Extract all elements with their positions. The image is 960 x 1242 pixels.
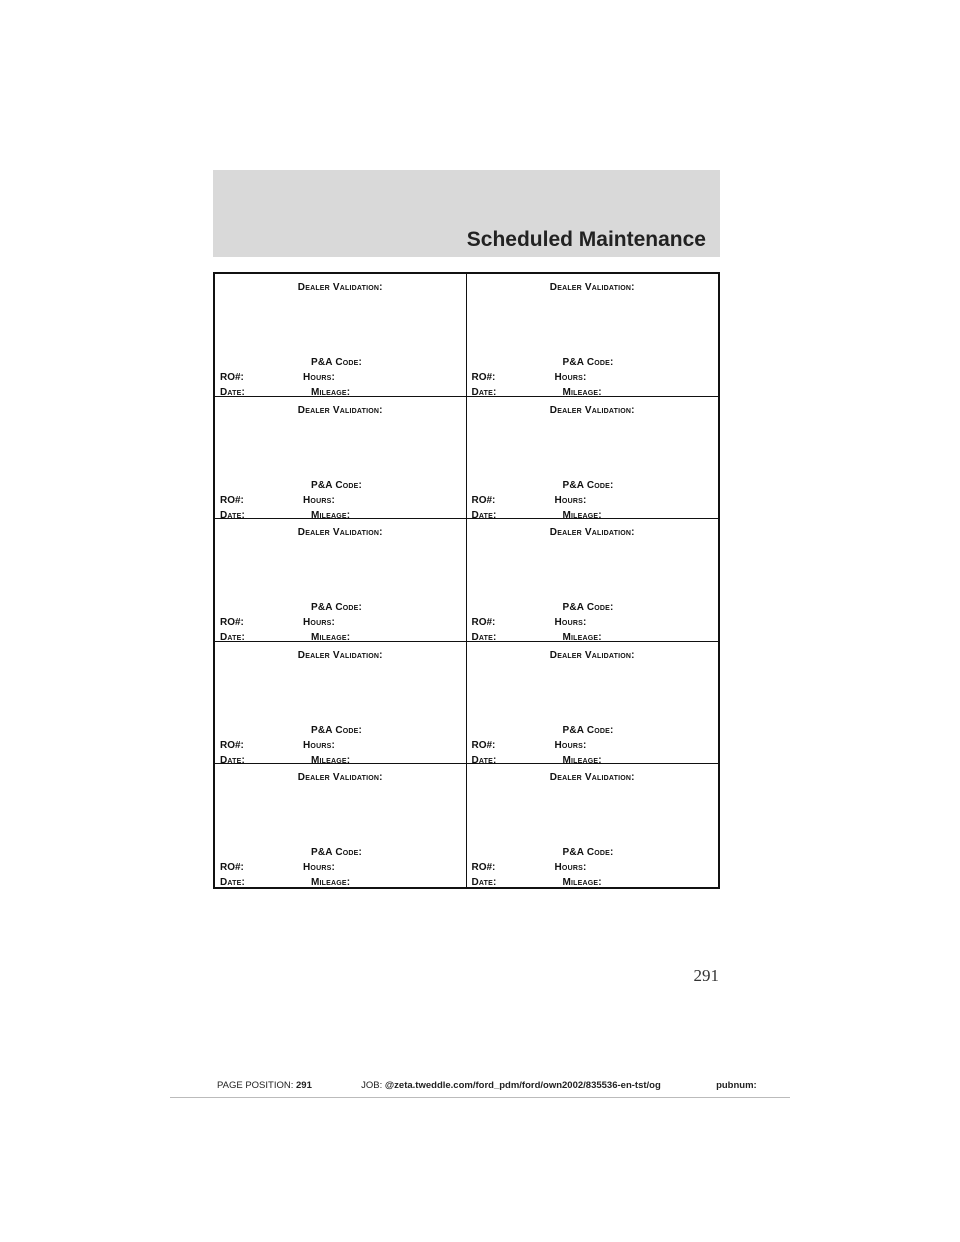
mileage-label: Mileage: xyxy=(562,509,602,521)
validation-cell xyxy=(215,274,467,397)
validation-cell xyxy=(467,642,719,765)
dealer-validation-label: Dealer Validation: xyxy=(297,527,383,539)
pa-code-label: P&A Code: xyxy=(311,602,363,614)
validation-cell xyxy=(467,274,719,397)
mileage-label: Mileage: xyxy=(562,632,602,644)
dealer-validation-label: Dealer Validation: xyxy=(549,527,635,539)
validation-cell xyxy=(467,397,719,520)
dealer-validation-label: Dealer Validation: xyxy=(549,649,635,661)
job-label: JOB: xyxy=(361,1080,383,1091)
date-label: Date: xyxy=(220,754,246,766)
hours-label: Hours: xyxy=(303,862,335,874)
date-label: Date: xyxy=(220,632,246,644)
dealer-validation-label: Dealer Validation: xyxy=(549,772,635,784)
pa-code-label: P&A Code: xyxy=(311,357,363,368)
date-label: Date: xyxy=(220,509,246,521)
date-label: Date: xyxy=(471,509,497,521)
pa-code-label: P&A Code: xyxy=(311,847,363,859)
dealer-validation-label: Dealer Validation: xyxy=(297,404,383,416)
pa-code-label: P&A Code: xyxy=(562,724,614,736)
dealer-validation-label: Dealer Validation: xyxy=(297,649,383,661)
ro-label: RO#: xyxy=(220,739,244,751)
mileage-label: Mileage: xyxy=(562,754,602,766)
date-label: Date: xyxy=(471,632,497,644)
ro-label: RO#: xyxy=(220,494,244,506)
ro-label: RO#: xyxy=(471,494,496,506)
pa-code-label: P&A Code: xyxy=(562,602,614,614)
page-position-value: 291 xyxy=(296,1080,312,1091)
ro-label: RO#: xyxy=(471,372,496,383)
dealer-validation-label: Dealer Validation: xyxy=(297,282,383,293)
ro-label: RO#: xyxy=(471,617,496,629)
ro-label: RO#: xyxy=(220,372,244,383)
validation-cell xyxy=(467,519,719,642)
page-number: 291 xyxy=(693,966,719,985)
date-label: Date: xyxy=(220,387,246,398)
hours-label: Hours: xyxy=(303,494,335,506)
section-header-band xyxy=(213,170,720,257)
pa-code-label: P&A Code: xyxy=(562,479,614,491)
mileage-label: Mileage: xyxy=(562,877,602,889)
date-label: Date: xyxy=(471,754,497,766)
dealer-validation-label: Dealer Validation: xyxy=(549,282,635,293)
print-footer xyxy=(217,1080,757,1091)
mileage-label: Mileage: xyxy=(562,387,602,398)
ro-label: RO#: xyxy=(471,739,496,751)
pa-code-label: P&A Code: xyxy=(311,479,363,491)
hours-label: Hours: xyxy=(303,617,335,629)
ro-label: RO#: xyxy=(471,862,496,874)
date-label: Date: xyxy=(471,387,497,398)
pa-code-label: P&A Code: xyxy=(562,357,614,368)
mileage-label: Mileage: xyxy=(311,509,351,521)
mileage-label: Mileage: xyxy=(311,754,351,766)
section-title: Scheduled Maintenance xyxy=(466,228,706,251)
page-position-label: PAGE POSITION: xyxy=(217,1080,294,1091)
job-value: @zeta.tweddle.com/ford_pdm/ford/own2002/835536-en-tst/og xyxy=(384,1080,661,1091)
hours-label: Hours: xyxy=(303,739,335,751)
footer-divider xyxy=(170,1097,790,1098)
dealer-validation-form xyxy=(213,272,720,889)
hours-label: Hours: xyxy=(554,494,587,506)
date-label: Date: xyxy=(220,877,246,889)
hours-label: Hours: xyxy=(303,372,335,383)
hours-label: Hours: xyxy=(554,617,587,629)
pa-code-label: P&A Code: xyxy=(311,724,363,736)
dealer-validation-label: Dealer Validation: xyxy=(297,772,383,784)
validation-cell xyxy=(215,642,467,765)
mileage-label: Mileage: xyxy=(311,632,351,644)
pubnum-label: pubnum: xyxy=(716,1080,757,1091)
validation-cell xyxy=(215,397,467,520)
date-label: Date: xyxy=(471,877,497,889)
mileage-label: Mileage: xyxy=(311,877,351,889)
validation-cell xyxy=(467,764,719,887)
ro-label: RO#: xyxy=(220,617,244,629)
pa-code-label: P&A Code: xyxy=(562,847,614,859)
hours-label: Hours: xyxy=(554,372,587,383)
validation-cell xyxy=(215,764,467,887)
dealer-validation-label: Dealer Validation: xyxy=(549,404,635,416)
validation-cell xyxy=(215,519,467,642)
mileage-label: Mileage: xyxy=(311,387,351,398)
hours-label: Hours: xyxy=(554,739,587,751)
hours-label: Hours: xyxy=(554,862,587,874)
ro-label: RO#: xyxy=(220,862,244,874)
